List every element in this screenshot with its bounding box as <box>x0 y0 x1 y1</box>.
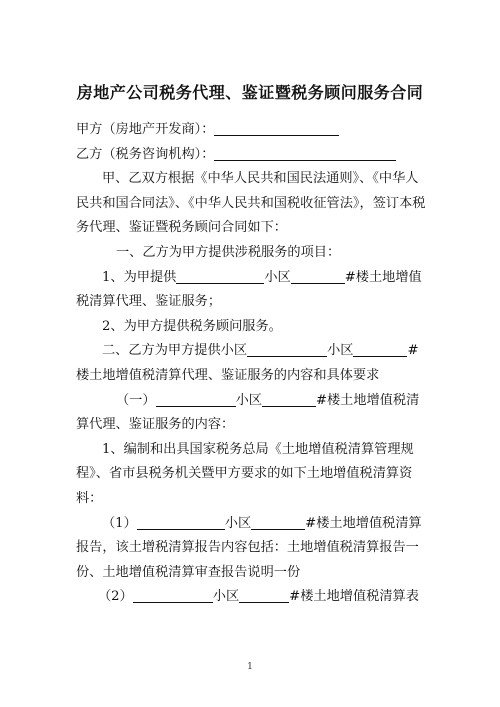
s1-item1-text-c: #楼土地增值税清算代理、鉴证服务； <box>76 269 422 310</box>
party-a-blank <box>214 121 339 136</box>
sub1-text-c: #楼土地增值税清算代理、鉴证服务的内容： <box>76 392 420 433</box>
sp2-text-b: 小区 <box>212 589 240 605</box>
sp2-blank-1 <box>133 588 213 603</box>
sp2-text-c: #楼土地增值税清算表 <box>289 589 419 605</box>
intro-paragraph: 甲、乙双方根据《中华人民共和国民法通则》、《中华人民共和国合同法》、《中华人民共和国税收征管法》，签订本税务代理、鉴证暨税务顾问合同如下： <box>76 171 426 236</box>
sp2-text-a: （2） <box>98 589 133 605</box>
section-1-item-2: 2、为甲方提供税务顾问服务。 <box>102 318 282 334</box>
s1-item1-blank-1 <box>176 269 264 284</box>
sub1-blank-2 <box>262 392 316 407</box>
sec2-text-c: #楼土地增值税清算代理、鉴证服务的内容和具体要求 <box>76 343 419 383</box>
sp1-blank-1 <box>137 515 225 530</box>
sec2-blank-2 <box>353 342 407 357</box>
item-1-paragraph: 1、编制和出具国家税务总局《土地增值税清算管理规程》、省市县税务机关暨甲方要求的如下土地增值税清算资料： <box>76 441 414 506</box>
party-b-line <box>76 143 426 168</box>
party-a-line <box>76 118 426 143</box>
document-title: 房地产公司税务代理、鉴证暨税务顾问服务合同 <box>76 83 424 102</box>
sp2-blank-2 <box>239 588 289 603</box>
page-number: 1 <box>247 662 253 672</box>
party-a-label: 甲方（房地产开发商）： <box>76 122 215 137</box>
s1-item1-text-b: 小区 <box>264 269 291 285</box>
sub1-blank-1 <box>156 392 236 407</box>
sec2-text-b: 小区 <box>327 343 354 359</box>
section-1-item-1 <box>76 266 426 315</box>
sub1-text-b: 小区 <box>235 392 262 408</box>
party-b-blank <box>214 146 396 161</box>
contract-body <box>76 118 426 610</box>
party-b-label: 乙方（税务咨询机构）： <box>76 146 215 162</box>
s1-item1-text-a: 1、为甲提供 <box>102 269 177 285</box>
sp1-text-b: 小区 <box>224 515 252 531</box>
subsection-1 <box>76 389 426 438</box>
sp1-blank-2 <box>251 515 305 530</box>
section-1-heading: 一、乙方为甲方提供涉税服务的项目： <box>116 244 341 260</box>
sub1-text-a: （一） <box>116 392 156 408</box>
s1-item1-blank-2 <box>291 269 345 284</box>
sp1-text-c: #楼土地增值税清算报告，该土增税清算报告内容包括：土地增值税清算报告一份、土地增值税清算审查报告说明一份 <box>76 515 422 580</box>
sec2-text-a: 二、乙方为甲方提供小区 <box>102 343 248 359</box>
sec2-blank-1 <box>247 342 327 357</box>
sub-point-2 <box>76 585 426 610</box>
section-2-heading <box>76 339 426 388</box>
sub-point-1 <box>76 512 426 586</box>
sp1-text-a: （1） <box>102 515 137 531</box>
